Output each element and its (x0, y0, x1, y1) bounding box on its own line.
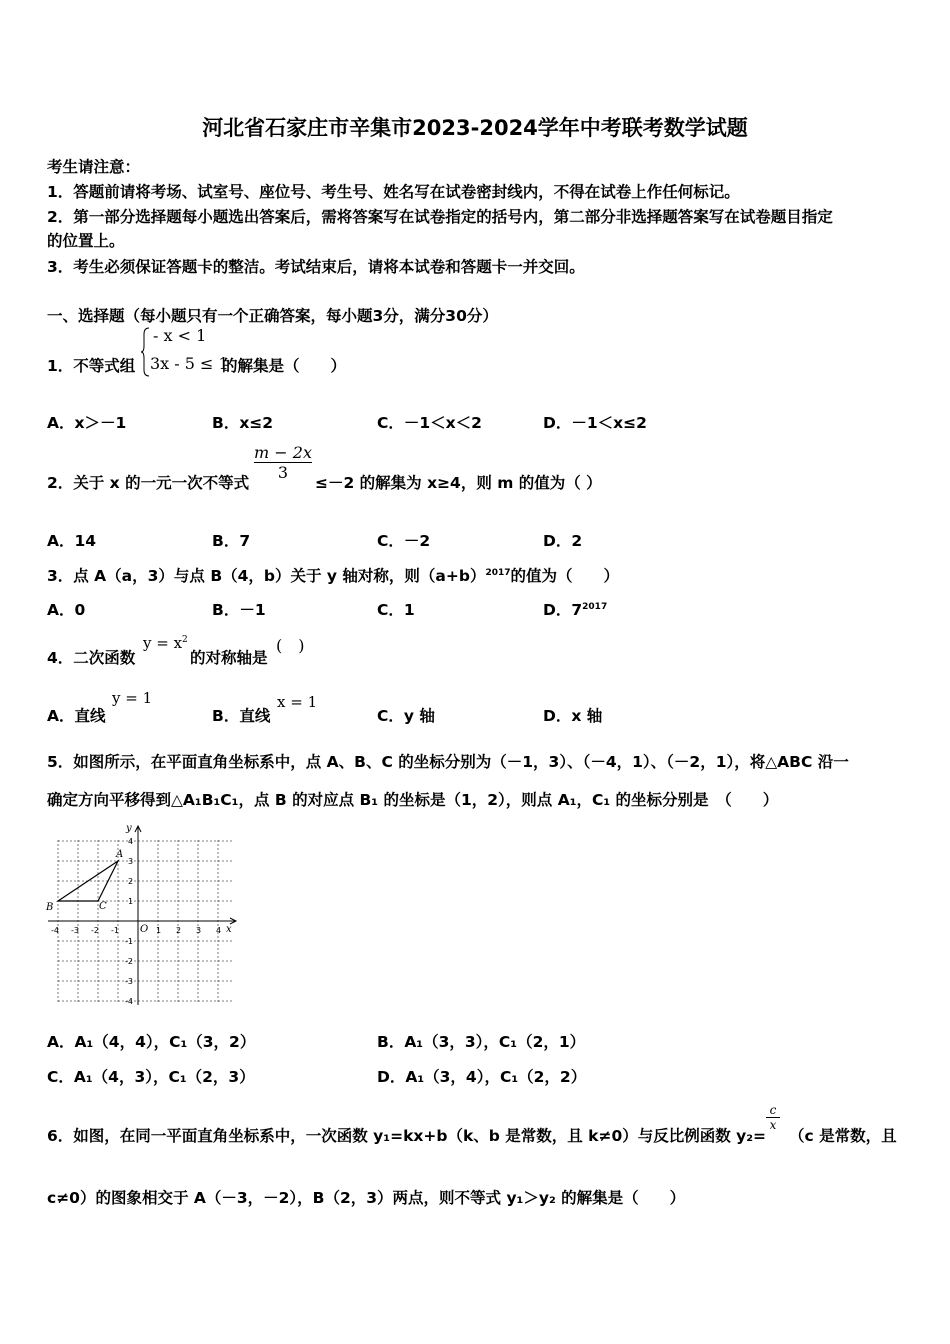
q2-prefix: 2．关于 x 的一元一次不等式 (47, 474, 250, 492)
q5-option-b[interactable]: B．A₁（3，3），C₁（2，1） (377, 1033, 586, 1051)
y-tick: -4 (125, 997, 133, 1006)
q3-option-a[interactable]: A．0 (47, 601, 86, 619)
q2-option-d[interactable]: D．2 (543, 532, 583, 550)
notice-item-3: 3．考生必须保证答题卡的整洁。考试结束后，请将本试卷和答题卡一并交回。 (47, 258, 585, 276)
x-tick: -4 (51, 926, 59, 935)
x-tick: -2 (91, 926, 99, 935)
q5-line-1: 5．如图所示，在平面直角坐标系中，点 A、B、C 的坐标分别为（－1，3）、（－4，1）、（－2，1），将△ABC 沿一 (47, 753, 849, 771)
q1-ineq-2: 3x - 5 ≤ 1 (150, 354, 229, 373)
q4-paren: ( ) (276, 636, 305, 655)
q2-option-c[interactable]: C．－2 (377, 532, 431, 550)
q1-suffix: 的解集是（ ） (222, 357, 347, 375)
notice-item-2: 2．第一部分选择题每小题选出答案后，需将答案写在试卷指定的括号内，第二部分非选择题答案写在试卷题目指定 (47, 208, 833, 226)
x-tick: 1 (156, 926, 162, 935)
y-tick: 3 (128, 857, 134, 866)
q4-option-a[interactable]: A．直线 (47, 707, 106, 725)
q4-option-d[interactable]: D．x 轴 (543, 707, 603, 725)
notice-item-2-cont: 的位置上。 (47, 232, 125, 250)
q6-line-1-tail: （c 是常数，且 (789, 1127, 897, 1145)
q6-frac-num: c (766, 1103, 780, 1118)
x-tick: 2 (176, 926, 182, 935)
q3-option-d[interactable] (543, 598, 607, 620)
q1-option-b[interactable]: B．x≤2 (212, 414, 274, 432)
q3-option-d-label: D．7 (543, 601, 583, 619)
q4-option-b-math: x = 1 (277, 693, 318, 711)
notice-heading: 考生请注意： (47, 158, 141, 176)
q2-suffix: ≤－2 的解集为 x≥4，则 m 的值为（ ） (315, 474, 602, 492)
q6-frac-den: x (769, 1118, 777, 1132)
q4-suffix: 的对称轴是 (190, 649, 268, 667)
q2-denominator: 3 (277, 463, 289, 482)
q3-option-d-exp: 2017 (582, 601, 608, 612)
q4-option-b[interactable]: B．直线 (212, 707, 271, 725)
q5-option-d[interactable]: D．A₁（3，4），C₁（2，2） (377, 1068, 587, 1086)
y-tick: -2 (125, 957, 133, 966)
x-tick: 3 (196, 926, 202, 935)
q5-option-c[interactable]: C．A₁（4，3），C₁（2，3） (47, 1068, 255, 1086)
y-tick: -1 (125, 937, 133, 946)
section-heading: 一、选择题（每小题只有一个正确答案，每小题3分，满分30分） (47, 307, 498, 325)
q6-line-1: 6．如图，在同一平面直角坐标系中，一次函数 y₁=kx+b（k、b 是常数，且 k≠0）与反比例函数 y₂= (47, 1127, 767, 1145)
q3-stem: 3．点 A（a，3）与点 B（4，b）关于 y 轴对称，则（a+b） (47, 567, 486, 585)
q4-function (143, 634, 188, 652)
q6-fraction (766, 1103, 780, 1132)
notice-item-1: 1．答题前请将考场、试室号、座位号、考生号、姓名写在试卷密封线内，不得在试卷上作任何标记。 (47, 183, 740, 201)
q2-option-a[interactable]: A．14 (47, 532, 97, 550)
y-tick: 4 (128, 837, 134, 846)
q6-line-2: c≠0）的图象相交于 A（－3，－2），B（2，3）两点，则不等式 y₁＞y₂ 的解集是（ ） (47, 1189, 686, 1207)
x-tick: 4 (216, 926, 222, 935)
q2-option-b[interactable]: B．7 (212, 532, 251, 550)
q5-graph (44, 822, 240, 1008)
q1-option-d[interactable]: D．－1＜x≤2 (543, 414, 647, 432)
q1-option-c[interactable]: C．－1＜x＜2 (377, 414, 482, 432)
graph-y-label: y (126, 823, 132, 834)
q1-option-a[interactable]: A．x＞－1 (47, 414, 127, 432)
q1-system (141, 326, 229, 378)
q5-option-a[interactable]: A．A₁（4，4），C₁（3，2） (47, 1033, 256, 1051)
graph-origin-label: O (140, 924, 149, 935)
q3-option-c[interactable]: C．1 (377, 601, 415, 619)
x-tick: -1 (111, 926, 119, 935)
q4-option-c[interactable]: C．y 轴 (377, 707, 435, 725)
graph-x-label: x (226, 924, 232, 935)
q2-fraction (254, 443, 312, 482)
q3-option-b[interactable]: B．－1 (212, 601, 266, 619)
graph-point-b: B (46, 902, 54, 913)
q4-function-exp: 2 (182, 635, 188, 645)
y-tick: 1 (128, 897, 134, 906)
q3-text (47, 564, 619, 586)
q4-function-base: y = x (143, 634, 183, 652)
q2-numerator: m − 2x (254, 443, 312, 462)
q1-prefix: 1．不等式组 (47, 357, 136, 375)
q1-ineq-1: - x < 1 (153, 326, 207, 345)
graph-point-c: C (99, 901, 107, 912)
y-tick: -3 (125, 977, 133, 986)
x-tick: -3 (71, 926, 79, 935)
q4-option-a-math: y = 1 (112, 689, 153, 707)
q3-suffix: 的值为（ ） (510, 567, 620, 585)
q4-prefix: 4．二次函数 (47, 649, 136, 667)
q5-line-2: 确定方向平移得到△A₁B₁C₁，点 B 的对应点 B₁ 的坐标是（1，2），则点 A₁，C₁ 的坐标分别是 （ ） (47, 791, 779, 809)
graph-point-a: A (116, 849, 124, 860)
page-title: 河北省石家庄市辛集市2023-2024学年中考联考数学试题 (202, 116, 748, 140)
y-tick: 2 (128, 877, 134, 886)
q3-exponent: 2017 (485, 567, 511, 578)
